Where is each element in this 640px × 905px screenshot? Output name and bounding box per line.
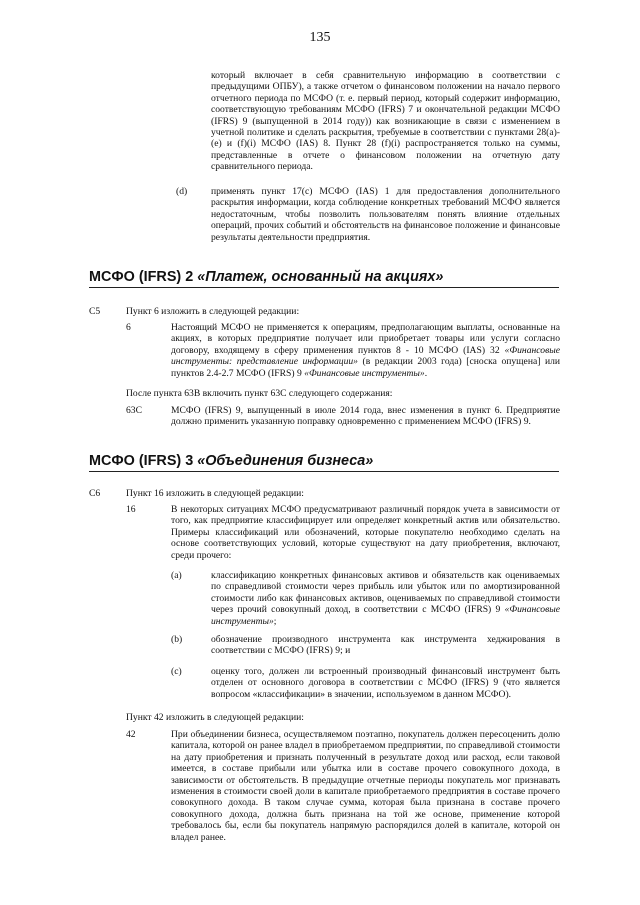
amendment-label-c6: C6 bbox=[89, 488, 101, 499]
paragraph-63c: МСФО (IFRS) 9, выпущенный в июле 2014 года, внес изменения в пункт 6. Предприятие должно применить указанную поправку одновременно с применением МСФО (IFRS) 9. bbox=[171, 405, 560, 428]
paragraph-label-16: 16 bbox=[126, 504, 136, 515]
item-d-text: применять пункт 17(c) МСФО (IAS) 1 для предоставления дополнительного раскрытия информации, когда соблюдение конкретных требований МСФО является недостаточным, чтобы позволить пользователям понять влияние отдельных операций, прочих событий и обстоятельств на финансовое положение и финансовые результаты деятельности предприятия. bbox=[211, 186, 560, 243]
paragraph-label-6: 6 bbox=[126, 322, 131, 333]
continuation-paragraph: который включает в себя сравнительную информацию в соответствии с предыдущими ОПБУ), а также отчетом о финансовом положении на начало первого отчетного периода по МСФО (т. е. первый период, который содержит информацию, соответствующую требованиям МСФО (IFRS) 7 и окончательной редакции МСФО (IFRS) 9 (выпущенной в 2014 году)) как возникающие в связи с изменением в учетной политике и сделать раскрытия, требуемые в соответствии с пунктами 28(a)-(e) и (f)(i) МСФО (IAS) 8. Пункт 28 (f)(i) распространяется только на суммы, представленные в отчете о финансовом положении на отчетную дату сравнительного периода. bbox=[211, 70, 560, 173]
paragraph-label-42: 42 bbox=[126, 729, 136, 740]
heading-prefix: МСФО (IFRS) 2 bbox=[89, 269, 198, 285]
amendment-instruction-42: Пункт 42 изложить в следующей редакции: bbox=[126, 712, 304, 723]
paragraph-16: В некоторых ситуациях МСФО предусматривают различный порядок учета в зависимости от того, как предприятие классифицирует или определяет конкретный актив или обязательство. Примеры классификаций или обозначений, которые покупателю необходимо сделать на основе соответствующих условий, которые существуют на дату приобретения, включают, среди прочего: bbox=[171, 504, 560, 561]
amendment-instruction-63b: После пункта 63B включить пункт 63C следующего содержания: bbox=[126, 388, 393, 399]
item-d-label: (d) bbox=[176, 186, 188, 197]
heading-title: «Платеж, основанный на акциях» bbox=[197, 269, 444, 285]
amendment-instruction: Пункт 6 изложить в следующей редакции: bbox=[126, 306, 300, 317]
paragraph-6: Настоящий МСФО не применяется к операциям, предполагающим выплаты, основанные на акциях, в которых предприятие получает или приобретает товары или услуги согласно договору, входящему в сферу применения пунктов 8 - 10 МСФО (IAS) 32 «Финансовые инструменты: представление информации» (в редакции 2003 года) [сноска опущена] или пунктов 2.4-2.7 МСФО (IFRS) 9 «Финансовые инструменты». bbox=[171, 322, 560, 379]
heading-title: «Объединения бизнеса» bbox=[197, 453, 374, 469]
page-number: 135 bbox=[309, 30, 331, 45]
amendment-label-c5: C5 bbox=[89, 306, 101, 317]
item-a-label: (a) bbox=[171, 570, 182, 581]
paragraph-42: При объединении бизнеса, осуществляемом поэтапно, покупатель должен пересоценить долю капитала, которой он ранее владел в приобретаемом предприятии, по справедливой стоимости на дату приобретения и признать полученный в результате доход или расход, если таковой имеется, в составе прибыли или убытка или в составе прочего совокупного дохода, в зависимости от обстоятельств. В предыдущие отчетные периоды покупатель мог признавать изменения в стоимости своей доли в капитале приобретаемого предприятия в составе прочего совокупного дохода. В таком случае сумма, которая была признана в составе прочего совокупного дохода, должна быть признана на той же основе, применение которой требовалось бы, если бы покупатель напрямую распорядился долей в капитале, которой он владел ранее. bbox=[171, 729, 560, 843]
paragraph-label-63c: 63C bbox=[126, 405, 142, 416]
heading-underline bbox=[89, 471, 559, 472]
item-b-label: (b) bbox=[171, 634, 183, 645]
amendment-instruction: Пункт 16 изложить в следующей редакции: bbox=[126, 488, 304, 499]
heading-underline bbox=[89, 287, 559, 288]
item-a-text: классификацию конкретных финансовых активов и обязательств как оцениваемых по справедливой стоимости через прибыль или убыток или по амортизированной стоимости либо как финансовых активов, оцениваемых по справедливой стоимости через прочий совокупный доход, в соответствии с МСФО (IFRS) 9 «Финансовые инструменты»; bbox=[211, 570, 560, 627]
heading-prefix: МСФО (IFRS) 3 bbox=[89, 453, 198, 469]
section-heading-ifrs3 bbox=[89, 452, 559, 470]
section-heading-ifrs2 bbox=[89, 268, 559, 286]
item-b-text: обозначение производного инструмента как инструмента хеджирования в соответствии с МСФО (IFRS) 9; и bbox=[211, 634, 560, 657]
item-c-label: (c) bbox=[171, 666, 182, 677]
item-c-text: оценку того, должен ли встроенный производный финансовый инструмент быть отделен от основного договора в соответствии с МСФО (IFRS) 9 (что является вопросом «классификации» в значении, используемом в данном МСФО). bbox=[211, 666, 560, 700]
